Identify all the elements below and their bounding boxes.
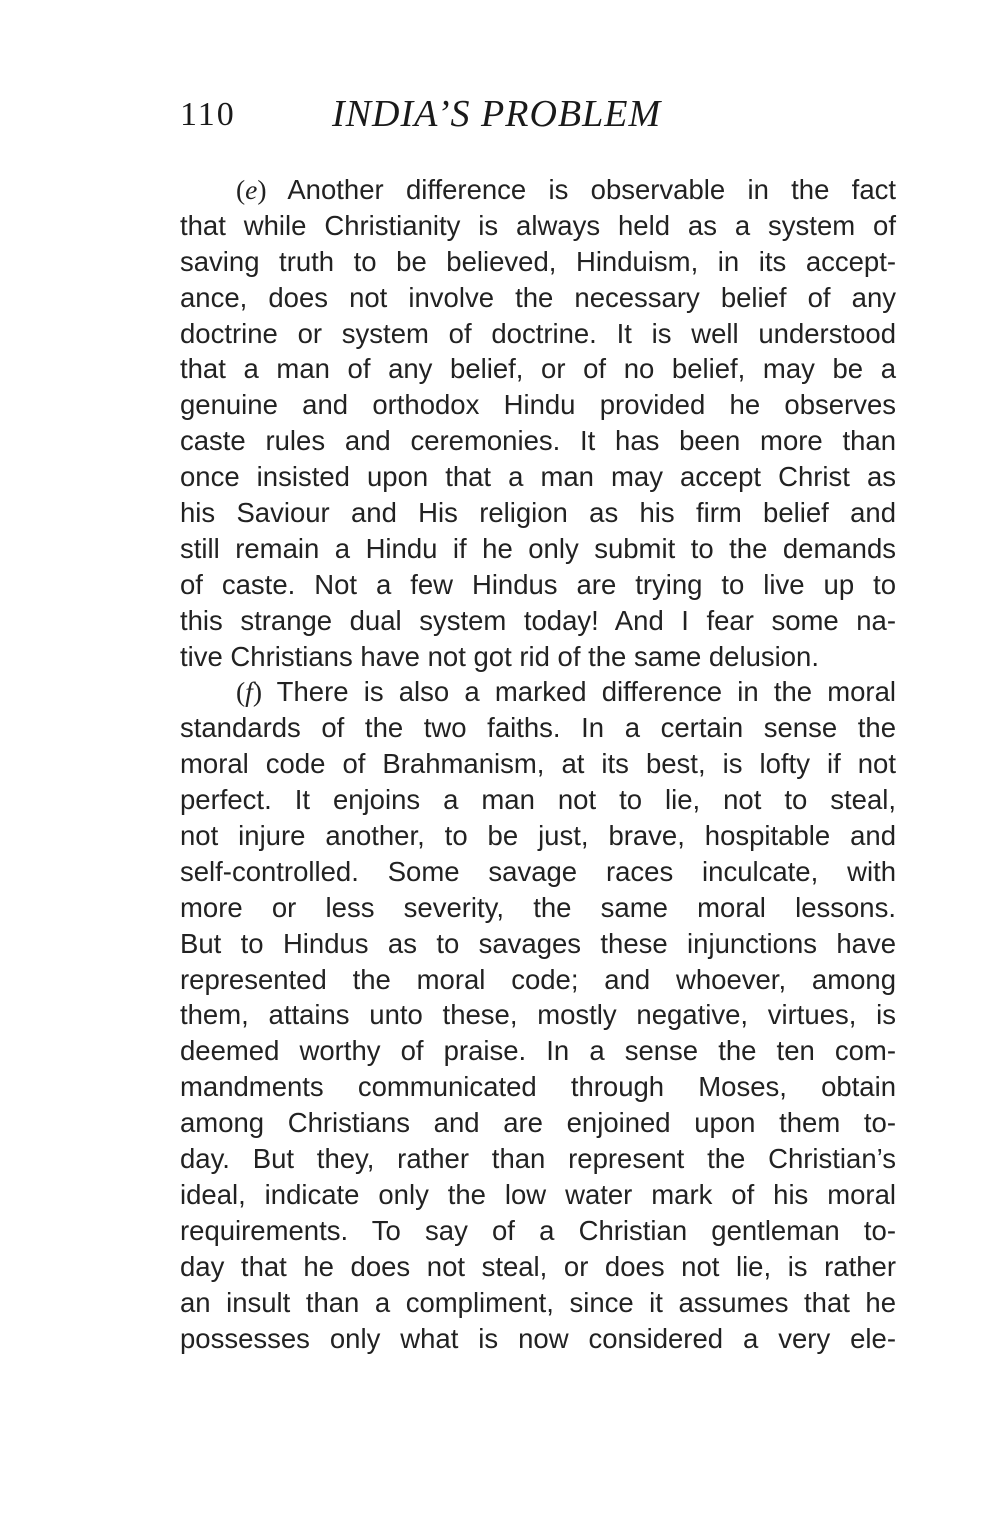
paragraph-f <box>180 674 896 1356</box>
text-line: But to Hindus as to savages these injunctions have <box>180 927 896 959</box>
paragraph-first-line: (f) There is also a marked difference in the moral <box>236 676 896 708</box>
paragraph-first-line: (e) Another difference is observable in the fact <box>236 174 896 205</box>
text-line: them, attains unto these, mostly negative, virtues, is <box>180 999 896 1031</box>
text-line: of caste. Not a few Hindus are trying to live up to <box>180 568 896 600</box>
text-line: still remain a Hindu if he only submit to the demands <box>180 532 896 564</box>
text-line: tive Christians have not got rid of the same delusion. <box>180 640 819 672</box>
text-line: more or less severity, the same moral lessons. <box>180 891 896 923</box>
text-line: that while Christianity is always held as a system of <box>180 209 896 241</box>
text-line: that a man of any belief, or of no belief, may be a <box>180 353 896 385</box>
text-line: represented the moral code; and whoever, among <box>180 963 896 995</box>
text-line: caste rules and ceremonies. It has been more than <box>180 425 896 457</box>
paragraph-marker: (f) <box>236 676 262 708</box>
text-line: self-controlled. Some savage races inculcate, with <box>180 855 896 887</box>
body-text <box>180 172 896 1356</box>
paragraph-marker: (e) <box>236 174 267 205</box>
text-line: this strange dual system today! And I fear some na- <box>180 604 896 636</box>
running-head <box>180 92 800 142</box>
text-line: genuine and orthodox Hindu provided he observes <box>180 389 896 421</box>
text-line: once insisted upon that a man may accept Christ as <box>180 461 896 493</box>
text-line: ance, does not involve the necessary belief of any <box>180 281 896 313</box>
text-line: not injure another, to be just, brave, hospitable and <box>180 820 896 852</box>
text-line: an insult than a compliment, since it assumes that he <box>180 1286 896 1318</box>
text-line: day that he does not steal, or does not lie, is rather <box>180 1250 896 1282</box>
text-line: doctrine or system of doctrine. It is well understood <box>180 317 896 349</box>
text-line: standards of the two faiths. In a certain sense the <box>180 712 896 744</box>
text-line: among Christians and are enjoined upon them to- <box>180 1107 896 1139</box>
text-line: saving truth to be believed, Hinduism, in its accept- <box>180 245 896 277</box>
text-line: his Saviour and His religion as his firm belief and <box>180 497 896 529</box>
text-line: requirements. To say of a Christian gentleman to- <box>180 1214 896 1246</box>
text-line: mandments communicated through Moses, obtain <box>180 1071 896 1103</box>
paragraph-e <box>180 172 896 674</box>
page-number: 110 <box>180 96 236 133</box>
running-title: INDIA’S PROBLEM <box>332 93 662 135</box>
text-line: deemed worthy of praise. In a sense the ten com- <box>180 1035 896 1067</box>
text-line: ideal, indicate only the low water mark of his moral <box>180 1178 896 1210</box>
text-line: possesses only what is now considered a very ele- <box>180 1322 896 1354</box>
text-line: perfect. It enjoins a man not to lie, not to steal, <box>180 784 896 816</box>
text-line: moral code of Brahmanism, at its best, is lofty if not <box>180 748 896 780</box>
text-line: day. But they, rather than represent the Christian’s <box>180 1143 896 1175</box>
